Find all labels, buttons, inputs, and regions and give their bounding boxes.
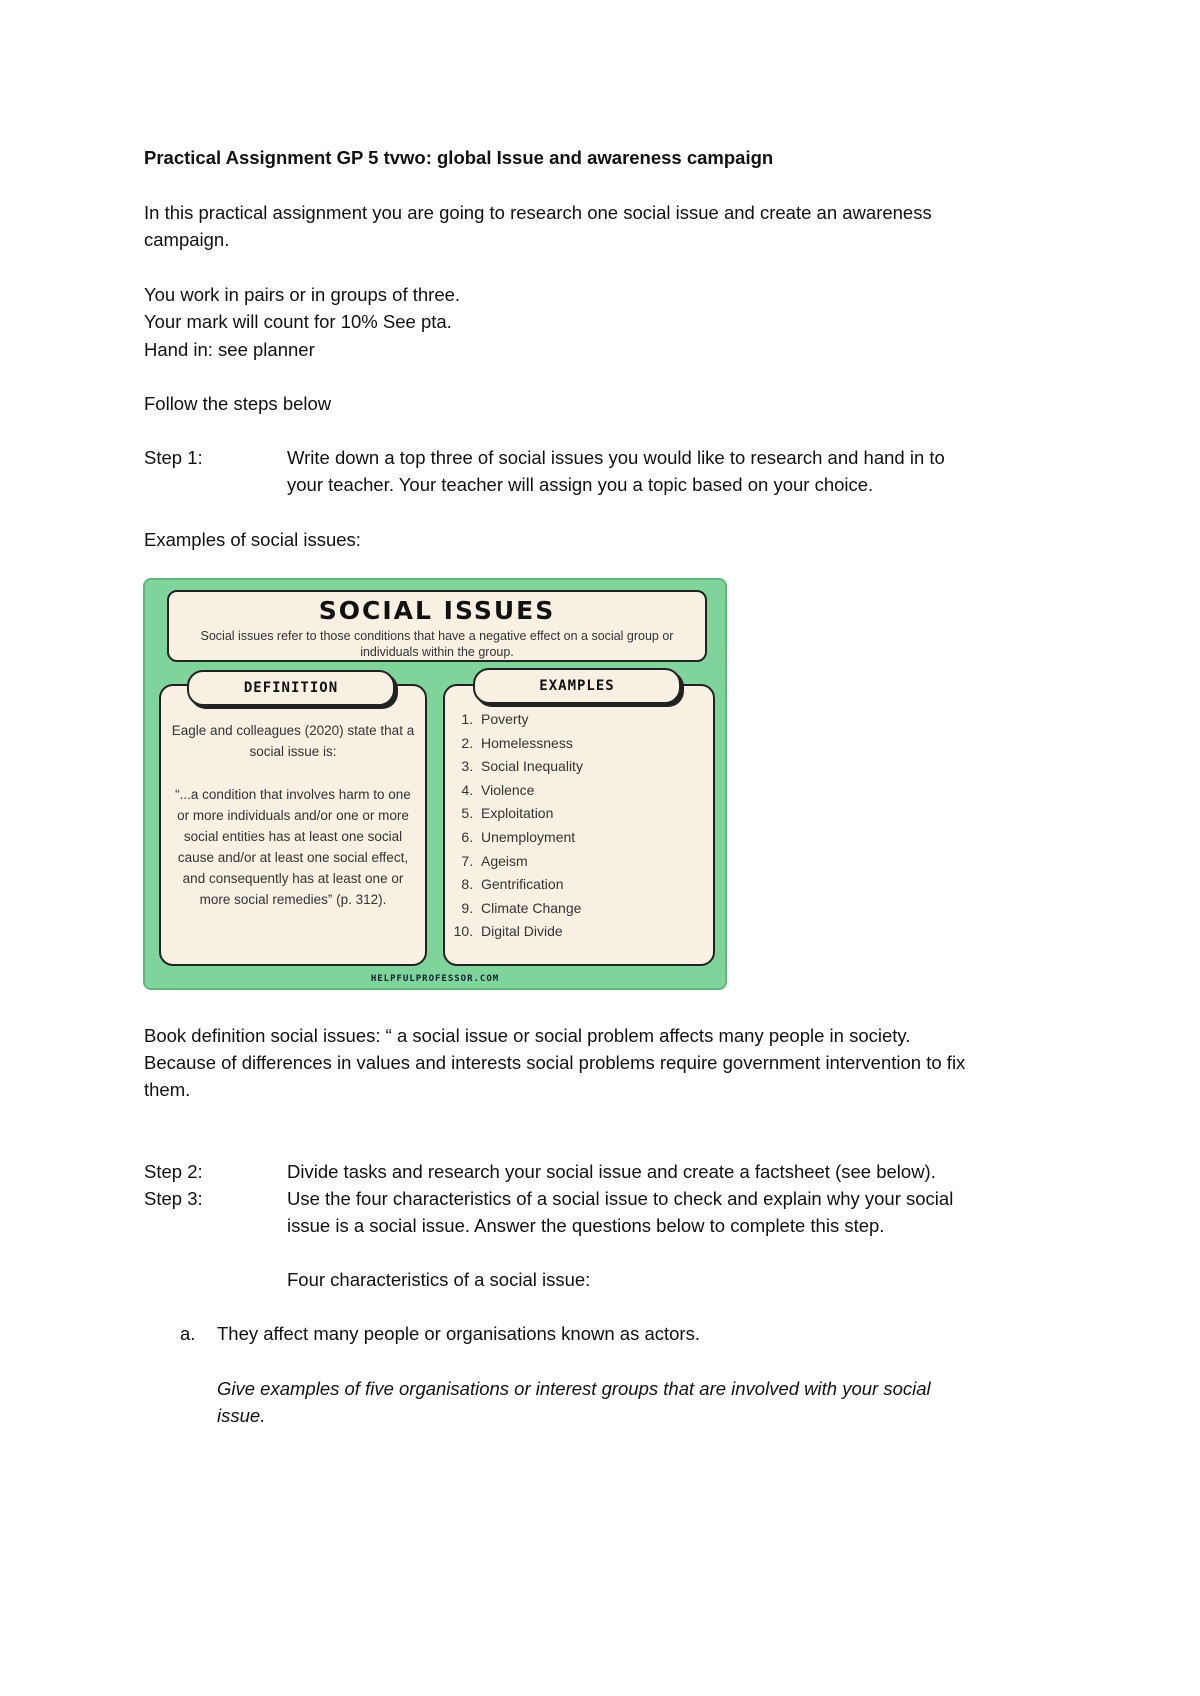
characteristic-a-text: They affect many people or organisations known as actors. bbox=[217, 1323, 700, 1344]
step-1-label: Step 1: bbox=[144, 447, 203, 468]
list-marker-a: a. bbox=[180, 1323, 196, 1344]
intro-text-line-1: In this practical assignment you are going to research one social issue and create an awareness bbox=[144, 202, 932, 223]
step-3-label: Step 3: bbox=[144, 1188, 203, 1209]
example-item: 7. Ageism bbox=[477, 850, 583, 874]
example-item: 2. Homelessness bbox=[477, 732, 583, 756]
intro-text-line-2: campaign. bbox=[144, 229, 230, 250]
step-2-label: Step 2: bbox=[144, 1161, 203, 1182]
infographic-title: SOCIAL ISSUES bbox=[318, 596, 556, 625]
infographic-description: Social issues refer to those conditions that have a negative effect on a social group or individuals within the group. bbox=[200, 629, 674, 659]
book-definition-line-2: Because of differences in values and interests social problems require government intervention to fix bbox=[144, 1052, 966, 1073]
definition-header: DEFINITION bbox=[187, 670, 395, 706]
example-item: 9. Climate Change bbox=[477, 897, 583, 921]
mark-info: Your mark will count for 10% See pta. bbox=[144, 311, 452, 332]
example-item: 5. Exploitation bbox=[477, 802, 583, 826]
page-title: Practical Assignment GP 5 tvwo: global Issue and awareness campaign bbox=[144, 147, 774, 168]
example-item: 1. Poverty bbox=[477, 708, 583, 732]
step-3-text-line-2: issue is a social issue. Answer the questions below to complete this step. bbox=[287, 1215, 885, 1236]
characteristic-a-question-line-2: issue. bbox=[217, 1405, 266, 1426]
definition-intro: Eagle and colleagues (2020) state that a social issue is: bbox=[171, 723, 415, 759]
example-item: 8. Gentrification bbox=[477, 873, 583, 897]
examples-header: EXAMPLES bbox=[473, 668, 681, 704]
book-definition-line-3: them. bbox=[144, 1079, 191, 1100]
example-item: 6. Unemployment bbox=[477, 826, 583, 850]
examples-heading: Examples of social issues: bbox=[144, 529, 361, 550]
step-1-text-line-1: Write down a top three of social issues you would like to research and hand in to bbox=[287, 447, 945, 468]
infographic-footer: HELPFULPROFESSOR.COM bbox=[370, 974, 500, 984]
characteristic-a-question-line-1: Give examples of five organisations or interest groups that are involved with your social bbox=[217, 1378, 931, 1399]
infographic-header bbox=[167, 590, 707, 662]
definition-quote: “...a condition that involves harm to one or more individuals and/or one or more social entities has at least one social cause and/or at least one social effect, and consequently has at least one or more social remedies” (p. 312). bbox=[175, 787, 411, 907]
example-item: 4. Violence bbox=[477, 779, 583, 803]
book-definition-line-1: Book definition social issues: “ a social issue or social problem affects many people in society. bbox=[144, 1025, 911, 1046]
social-issues-infographic bbox=[143, 578, 727, 990]
example-item: 3. Social Inequality bbox=[477, 755, 583, 779]
examples-list bbox=[447, 708, 583, 944]
example-item: 10. Digital Divide bbox=[477, 920, 583, 944]
step-1-text-line-2: your teacher. Your teacher will assign you a topic based on your choice. bbox=[287, 474, 874, 495]
handin-info: Hand in: see planner bbox=[144, 339, 315, 360]
step-3-text-line-1: Use the four characteristics of a social issue to check and explain why your social bbox=[287, 1188, 954, 1209]
examples-panel bbox=[443, 684, 715, 966]
examples-list-container bbox=[447, 708, 583, 944]
follow-steps-text: Follow the steps below bbox=[144, 393, 332, 414]
definition-panel bbox=[159, 684, 427, 966]
work-info: You work in pairs or in groups of three. bbox=[144, 284, 461, 305]
four-characteristics-heading: Four characteristics of a social issue: bbox=[287, 1269, 591, 1290]
step-2-text: Divide tasks and research your social issue and create a factsheet (see below). bbox=[287, 1161, 936, 1182]
